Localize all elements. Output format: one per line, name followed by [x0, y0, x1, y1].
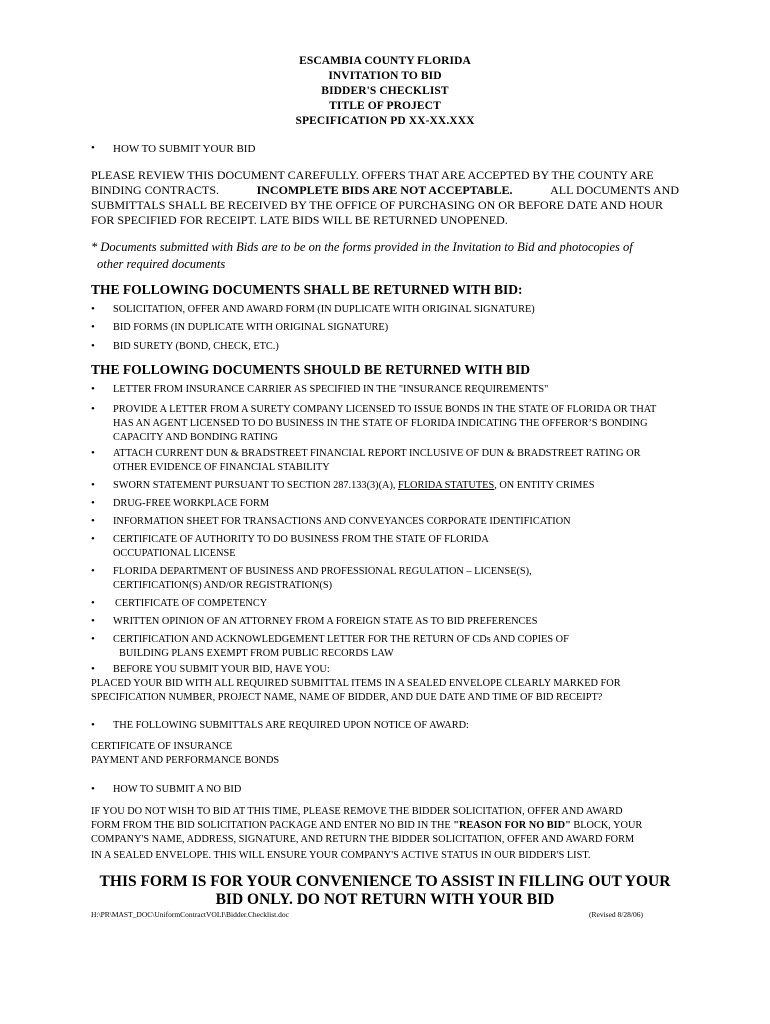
bullet: •	[91, 142, 95, 154]
header-checklist: BIDDER'S CHECKLIST	[321, 85, 449, 97]
bullet: •	[91, 597, 95, 609]
checklist-item: WRITTEN OPINION OF AN ATTORNEY FROM A FOREIGN STATE AS TO BID PREFERENCES	[113, 616, 538, 627]
bullet: •	[91, 383, 95, 395]
revision-date: (Revised 8/28/06)	[589, 910, 643, 919]
reason-for-no-bid-label: "REASON FOR NO BID"	[453, 820, 571, 831]
checklist-item-continued: HAS AN AGENT LICENSED TO DO BUSINESS IN THE STATE OF FLORIDA INDICATING THE OFFEROR’S BONDING	[113, 418, 648, 429]
how-to-submit-heading: HOW TO SUBMIT YOUR BID	[113, 143, 256, 155]
checklist-item: SOLICITATION, OFFER AND AWARD FORM (IN DUPLICATE WITH ORIGINAL SIGNATURE)	[113, 304, 535, 315]
instructions-line: SUBMITTALS SHALL BE RECEIVED BY THE OFFICE OF PURCHASING ON OR BEFORE DATE AND HOUR	[91, 198, 663, 212]
bullet: •	[91, 479, 95, 491]
bullet: •	[91, 783, 95, 795]
do-not-return-notice: BID ONLY. DO NOT RETURN WITH YOUR BID	[215, 891, 555, 908]
bullet: •	[91, 303, 95, 315]
bullet: •	[91, 719, 95, 731]
header-county: ESCAMBIA COUNTY FLORIDA	[299, 55, 471, 67]
bullet: •	[91, 633, 95, 645]
award-submittal: PAYMENT AND PERFORMANCE BONDS	[91, 755, 280, 766]
bullet: •	[91, 615, 95, 627]
checklist-item-continued: BUILDING PLANS EXEMPT FROM PUBLIC RECORDS LAW	[119, 648, 394, 659]
bullet: •	[91, 515, 95, 527]
bullet: •	[91, 447, 95, 459]
checklist-item: CERTIFICATE OF AUTHORITY TO DO BUSINESS FROM THE STATE OF FLORIDA	[113, 534, 489, 545]
checklist-item: ATTACH CURRENT DUN & BRADSTREET FINANCIAL REPORT INCLUSIVE OF DUN & BRADSTREET RATING OR	[113, 448, 641, 459]
item-text: SWORN STATEMENT PURSUANT TO SECTION 287.133(3)(A),	[113, 480, 399, 491]
bullet: •	[91, 663, 95, 675]
checklist-item: CERTIFICATE OF COMPETENCY	[115, 598, 268, 609]
award-submittal: CERTIFICATE OF INSURANCE	[91, 741, 233, 752]
instructions-line: PLEASE REVIEW THIS DOCUMENT CAREFULLY. OFFERS THAT ARE ACCEPTED BY THE COUNTY ARE	[91, 168, 654, 182]
no-bid-instructions: COMPANY'S NAME, ADDRESS, SIGNATURE, AND RETURN THE BIDDER SOLICITATION, OFFER AND AWARD FORM	[91, 834, 635, 845]
header-project-title: TITLE OF PROJECT	[329, 100, 441, 112]
checklist-item: DRUG-FREE WORKPLACE FORM	[113, 498, 269, 509]
sealed-envelope-question: PLACED YOUR BID WITH ALL REQUIRED SUBMITTAL ITEMS IN A SEALED ENVELOPE CLEARLY MARKED FOR	[91, 678, 621, 689]
checklist-item-continued: CERTIFICATION(S) AND/OR REGISTRATION(S)	[113, 580, 333, 591]
bullet: •	[91, 340, 95, 352]
file-path: H:\PR\MAST_DOC\UniformContractVOLI\Bidder.Checklist.doc	[91, 910, 289, 919]
checklist-item: CERTIFICATION AND ACKNOWLEDGEMENT LETTER FOR THE RETURN OF CDs AND COPIES OF	[113, 634, 569, 645]
header-invitation: INVITATION TO BID	[328, 70, 442, 82]
checklist-item: PROVIDE A LETTER FROM A SURETY COMPANY LICENSED TO ISSUE BONDS IN THE STATE OF FLORIDA OR THAT	[113, 404, 657, 415]
shall-section-title: THE FOLLOWING DOCUMENTS SHALL BE RETURNED WITH BID:	[91, 282, 523, 297]
checklist-item: BID FORMS (IN DUPLICATE WITH ORIGINAL SIGNATURE)	[113, 322, 389, 333]
instructions-text: BINDING CONTRACTS.	[91, 183, 220, 197]
bullet: •	[91, 321, 95, 333]
bullet: •	[91, 403, 95, 415]
no-bid-text: FORM FROM THE BID SOLICITATION PACKAGE AND ENTER NO BID IN THE	[91, 820, 454, 831]
checklist-item: INFORMATION SHEET FOR TRANSACTIONS AND CONVEYANCES CORPORATE IDENTIFICATION	[113, 516, 571, 527]
no-bid-instructions: IF YOU DO NOT WISH TO BID AT THIS TIME, PLEASE REMOVE THE BIDDER SOLICITATION, OFFER AND AWARD	[91, 806, 623, 817]
instructions-text: ALL DOCUMENTS AND	[550, 183, 679, 197]
item-text: , ON ENTITY CRIMES	[494, 480, 595, 491]
header-specification: SPECIFICATION PD XX-XX.XXX	[295, 115, 475, 127]
no-bid-heading: HOW TO SUBMIT A NO BID	[113, 784, 242, 795]
checklist-item	[113, 480, 594, 491]
checklist-item-continued: OTHER EVIDENCE OF FINANCIAL STABILITY	[113, 462, 330, 473]
incomplete-bids-warning: INCOMPLETE BIDS ARE NOT ACCEPTABLE.	[256, 183, 513, 197]
convenience-notice: THIS FORM IS FOR YOUR CONVENIENCE TO ASSIST IN FILLING OUT YOUR	[99, 873, 671, 890]
no-bid-instructions: IN A SEALED ENVELOPE. THIS WILL ENSURE YOUR COMPANY'S ACTIVE STATUS IN OUR BIDDER'S LIST.	[91, 850, 591, 861]
instructions-line: FOR SPECIFIED FOR RECEIPT. LATE BIDS WILL BE RETURNED UNOPENED.	[91, 213, 508, 227]
checklist-item-continued: CAPACITY AND BONDING RATING	[113, 432, 278, 443]
instructions-line	[91, 183, 679, 198]
no-bid-instructions	[91, 820, 642, 831]
checklist-item: LETTER FROM INSURANCE CARRIER AS SPECIFIED IN THE "INSURANCE REQUIREMENTS"	[113, 384, 549, 395]
bullet: •	[91, 565, 95, 577]
bullet: •	[91, 533, 95, 545]
no-bid-text: BLOCK, YOUR	[570, 820, 643, 831]
checklist-item-continued: OCCUPATIONAL LICENSE	[113, 548, 236, 559]
should-section-title: THE FOLLOWING DOCUMENTS SHOULD BE RETURNED WITH BID	[91, 362, 530, 377]
bullet: •	[91, 497, 95, 509]
award-submittals-heading: THE FOLLOWING SUBMITTALS ARE REQUIRED UPON NOTICE OF AWARD:	[113, 720, 469, 731]
checklist-item: BEFORE YOU SUBMIT YOUR BID, HAVE YOU:	[113, 664, 330, 675]
checklist-item: BID SURETY (BOND, CHECK, ETC.)	[113, 341, 279, 352]
forms-note: * Documents submitted with Bids are to be on the forms provided in the Invitation to Bid and photocopies of	[91, 240, 633, 254]
checklist-item: FLORIDA DEPARTMENT OF BUSINESS AND PROFESSIONAL REGULATION – LICENSE(S),	[113, 566, 532, 577]
florida-statutes-reference: FLORIDA STATUTES	[398, 480, 495, 491]
forms-note: other required documents	[97, 257, 226, 271]
sealed-envelope-question: SPECIFICATION NUMBER, PROJECT NAME, NAME OF BIDDER, AND DUE DATE AND TIME OF BID RECEIPT?	[91, 692, 603, 703]
